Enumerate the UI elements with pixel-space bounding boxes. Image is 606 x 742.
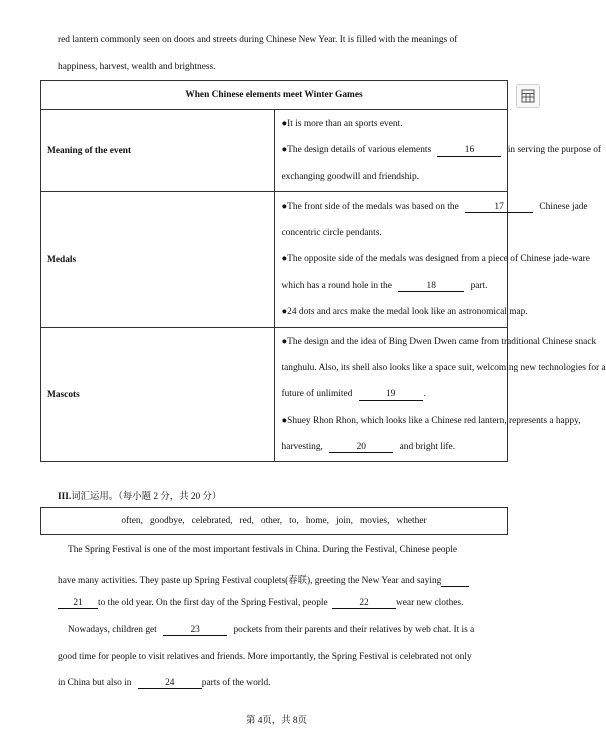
medals-line-5: ●24 dots and arcs make the medal look like an astronomical map. [281,306,528,317]
mascots-line-2: tanghulu. Also, its shell also looks like a space suit, welcoming new technologies for a [281,363,606,374]
meaning-line-3: exchanging goodwill and friendship. [281,171,419,182]
page-footer: 第 4页，共 8页 [246,716,307,726]
medals-line-2: concentric circle pendants. [281,228,382,239]
blank-24[interactable]: 24 [138,679,202,689]
blank-21[interactable]: 21 [58,599,98,609]
mascots-line-5: harvesting, 20 and bright life. [281,441,456,452]
blank-20[interactable]: 20 [329,443,393,453]
blank-16[interactable]: 16 [437,146,501,156]
meaning-line-2: ●The design details of various elements 16 in serving the purpose of [281,145,602,156]
blank-23[interactable]: 23 [163,626,227,636]
row-label-mascots: Mascots [41,328,275,462]
passage-line-6: in China but also in 24 parts of the world. [58,678,271,688]
table-row [41,328,508,462]
row-label-medals: Medals [41,192,275,328]
medals-line-3: ●The opposite side of the medals was designed from a piece of Chinese jade-ware [281,254,590,265]
mascots-line-1: ●The design and the idea of Bing Dwen Dwen came from traditional Chinese snack [281,336,597,347]
row-label-meaning: Meaning of the event [41,110,275,192]
intro-line-1: red lantern commonly seen on doors and streets during Chinese New Year. It is filled with the meanings of [58,35,458,45]
table-row [41,192,508,328]
passage-line-2: have many activities. They paste up Spring Festival couplets(春联), greeting the New Year and saying [58,572,469,587]
passage-line-4: Nowadays, children get 23 pockets from their parents and their relatives by web chat. It is a [68,625,475,635]
grid-icon[interactable] [516,84,540,108]
medals-line-4: which has a round hole in the 18 part. [281,280,488,291]
medals-line-1: ●The front side of the medals was based on the 17 Chinese jade [281,201,588,212]
blank-22[interactable]: 22 [332,599,396,609]
section-heading: III.词汇运用。（每小题 2 分，共 20 分） [58,492,222,502]
blank-19[interactable]: 19 [359,390,423,400]
mascots-line-3: future of unlimited 19 . [281,389,427,400]
table-row [41,110,508,192]
passage-line-3: 21 to the old year. On the first day of the Spring Festival, people 22 wear new clothes. [58,598,463,609]
mascots-line-4: ●Shuey Rhon Rhon, which looks like a Chinese red lantern, represents a happy, [281,415,581,426]
passage-line-1: The Spring Festival is one of the most important festivals in China. During the Festival, Chinese people [68,545,458,555]
blank-17[interactable]: 17 [465,203,533,213]
blank-18[interactable]: 18 [398,282,464,292]
table-title: When Chinese elements meet Winter Games [41,81,508,110]
word-bank: often, goodbye, celebrated, red, other, to, home, join, movies, whether [40,507,508,535]
intro-line-2: happiness, harvest, wealth and brightness. [58,62,216,72]
passage-line-5: good time for people to visit relatives and friends. More importantly, the Spring Festival is celebrated not only [58,652,472,662]
meaning-line-1: ●It is more than an sports event. [281,119,403,130]
info-table [40,80,606,462]
